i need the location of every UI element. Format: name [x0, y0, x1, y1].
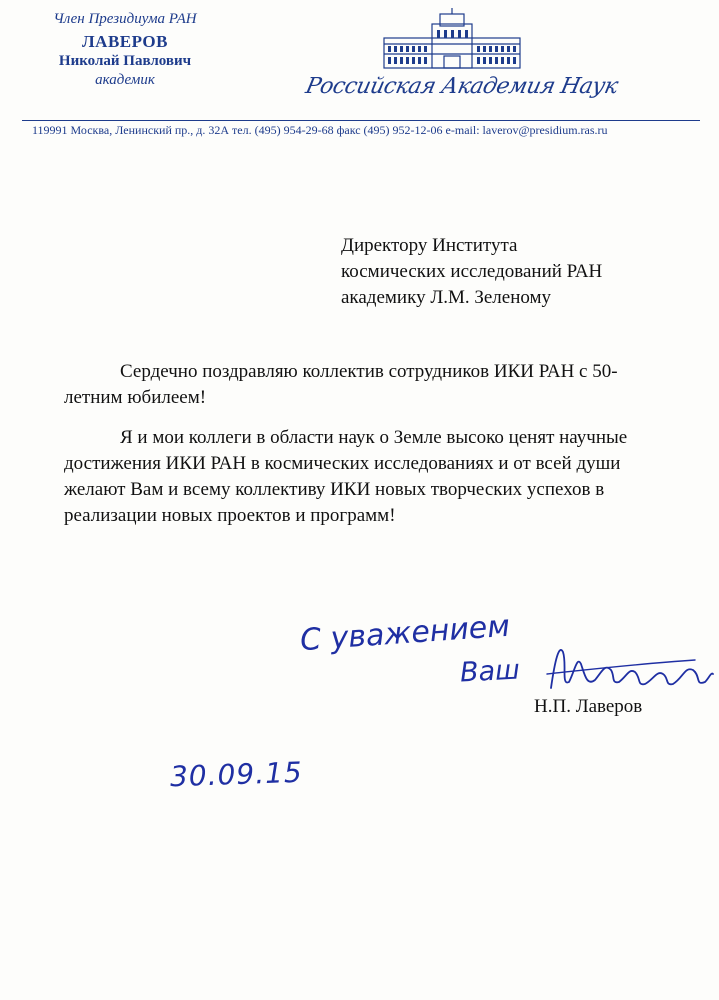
signer-name: Н.П. Лаверов [534, 696, 643, 717]
signature-area [290, 600, 710, 720]
contact-info: 119991 Москва, Ленинский пр., д. 32А тел. (495) 954-29-68 факс (495) 952-12-06 e-mail: laverov@presidium.ras.ru [32, 123, 608, 137]
sender-position: Член Президиума РАН [53, 11, 197, 27]
addressee-line: Директору Института [341, 235, 518, 256]
letter-body [64, 359, 674, 543]
academy-name: Российская Академия Наук [303, 74, 620, 99]
sender-name: Николай Павлович [58, 53, 192, 69]
letterhead-divider [22, 120, 700, 121]
handwritten-date: 30.09.15 [169, 755, 304, 794]
closing-handwritten-yours: Ваш [459, 654, 521, 689]
academy-building-icon [382, 8, 522, 70]
body-paragraph: Я и мои коллеги в области наук о Земле высоко ценят научные достижения ИКИ РАН в космических исследованиях и от всей души желают Вам и всему коллективу ИКИ новых творческих успехов в реализации новых проектов и программ! [64, 427, 628, 526]
closing-handwritten: С уважением [299, 608, 511, 659]
academy-logo [300, 8, 620, 120]
addressee-block [341, 233, 701, 311]
body-paragraph: Сердечно поздравляю коллектив сотрудников ИКИ РАН с 50-летним юбилеем! [64, 361, 618, 408]
sender-title: академик [95, 72, 155, 88]
addressee-line: академику Л.М. Зеленому [341, 287, 552, 308]
letterhead-sender [20, 10, 230, 90]
signature-scribble [545, 630, 715, 700]
addressee-line: космических исследований РАН [341, 261, 603, 282]
sender-surname: ЛАВЕРОВ [82, 32, 168, 51]
